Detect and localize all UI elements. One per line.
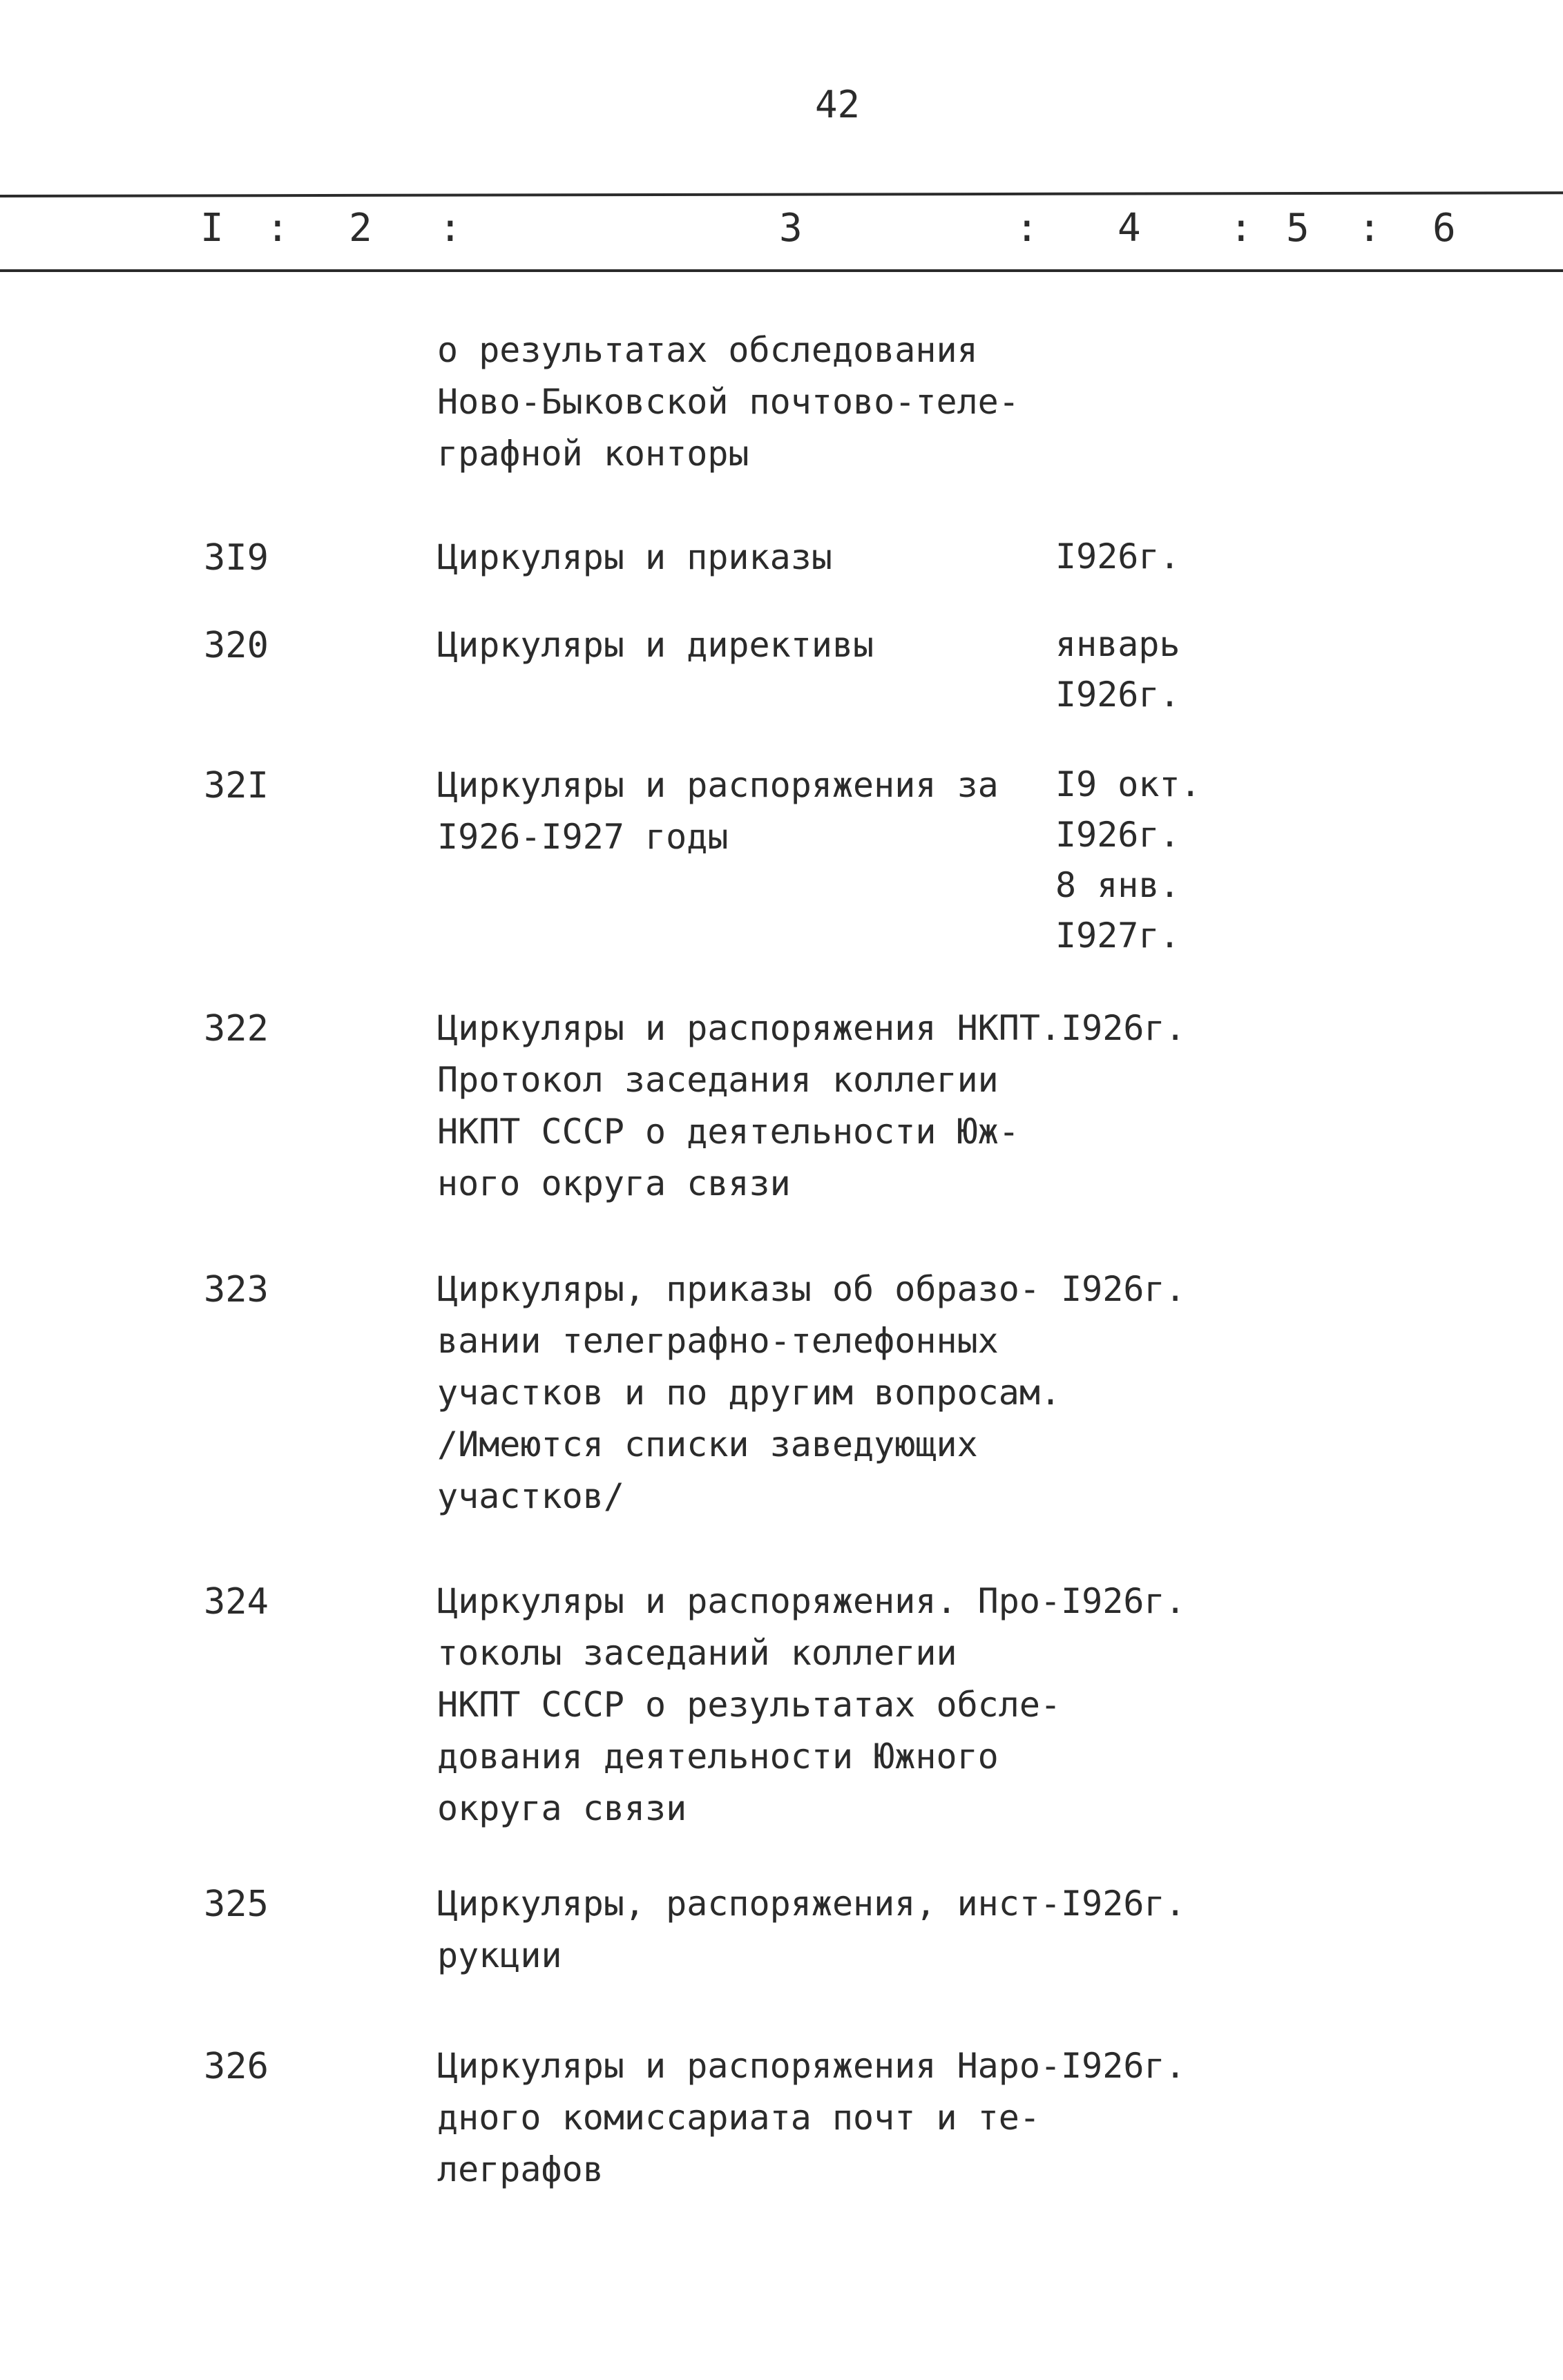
table-header-top-rule: [0, 191, 1563, 197]
header-col-4: 4: [1118, 206, 1141, 251]
entry-number: 322: [204, 1008, 269, 1049]
entry-date: I9 окт. I926г. 8 янв. I927г.: [1055, 764, 1201, 956]
entry-title: Циркуляры и приказы: [437, 537, 832, 577]
header-separator: :: [1015, 206, 1039, 251]
entry-title: Циркуляры, приказы об образо- I926г. вании телеграфно-телефонных участков и по другим вопросам. /Имеются списки заведующих участков/: [437, 1269, 1186, 1516]
entry-number: 3I9: [204, 537, 269, 579]
entry-date: I926г.: [1055, 536, 1180, 577]
entry-title: Циркуляры и распоряжения. Про-I926г. токолы заседаний коллегии НКПТ СССР о результатах обсле- дования деятельности Южного округа связи: [437, 1581, 1186, 1828]
header-col-6: 6: [1432, 206, 1456, 251]
header-separator: :: [439, 206, 462, 251]
entry-date: январь I926г.: [1055, 624, 1180, 715]
entry-title: Циркуляры и распоряжения за I926-I927 годы: [437, 765, 999, 857]
entry-number: 32I: [204, 765, 269, 806]
continuation-text: о результатах обследования Ново-Быковской почтово-теле- графной конторы: [437, 330, 1019, 474]
entry-title: Циркуляры и распоряжения Наро-I926г. дного комиссариата почт и те- леграфов: [437, 2046, 1186, 2189]
header-separator: :: [266, 206, 289, 251]
header-col-1: I: [200, 206, 224, 251]
entry-number: 325: [204, 1884, 269, 1925]
page-number: 42: [815, 83, 861, 126]
entry-title: Циркуляры и директивы: [437, 625, 874, 665]
header-col-2: 2: [349, 206, 372, 251]
entry-number: 320: [204, 625, 269, 666]
entry-title: Циркуляры и распоряжения НКПТ.I926г. Протокол заседания коллегии НКПТ СССР о деятельности Юж- ного округа связи: [437, 1008, 1186, 1203]
header-col-3: 3: [779, 206, 803, 251]
header-separator: :: [1358, 206, 1381, 251]
header-separator: :: [1229, 206, 1253, 251]
entry-number: 324: [204, 1581, 269, 1623]
entry-title: Циркуляры, распоряжения, инст-I926г. рукции: [437, 1884, 1186, 1975]
entry-number: 326: [204, 2046, 269, 2087]
entry-number: 323: [204, 1269, 269, 1310]
table-header-bottom-rule: [0, 269, 1563, 272]
header-col-5: 5: [1286, 206, 1310, 251]
